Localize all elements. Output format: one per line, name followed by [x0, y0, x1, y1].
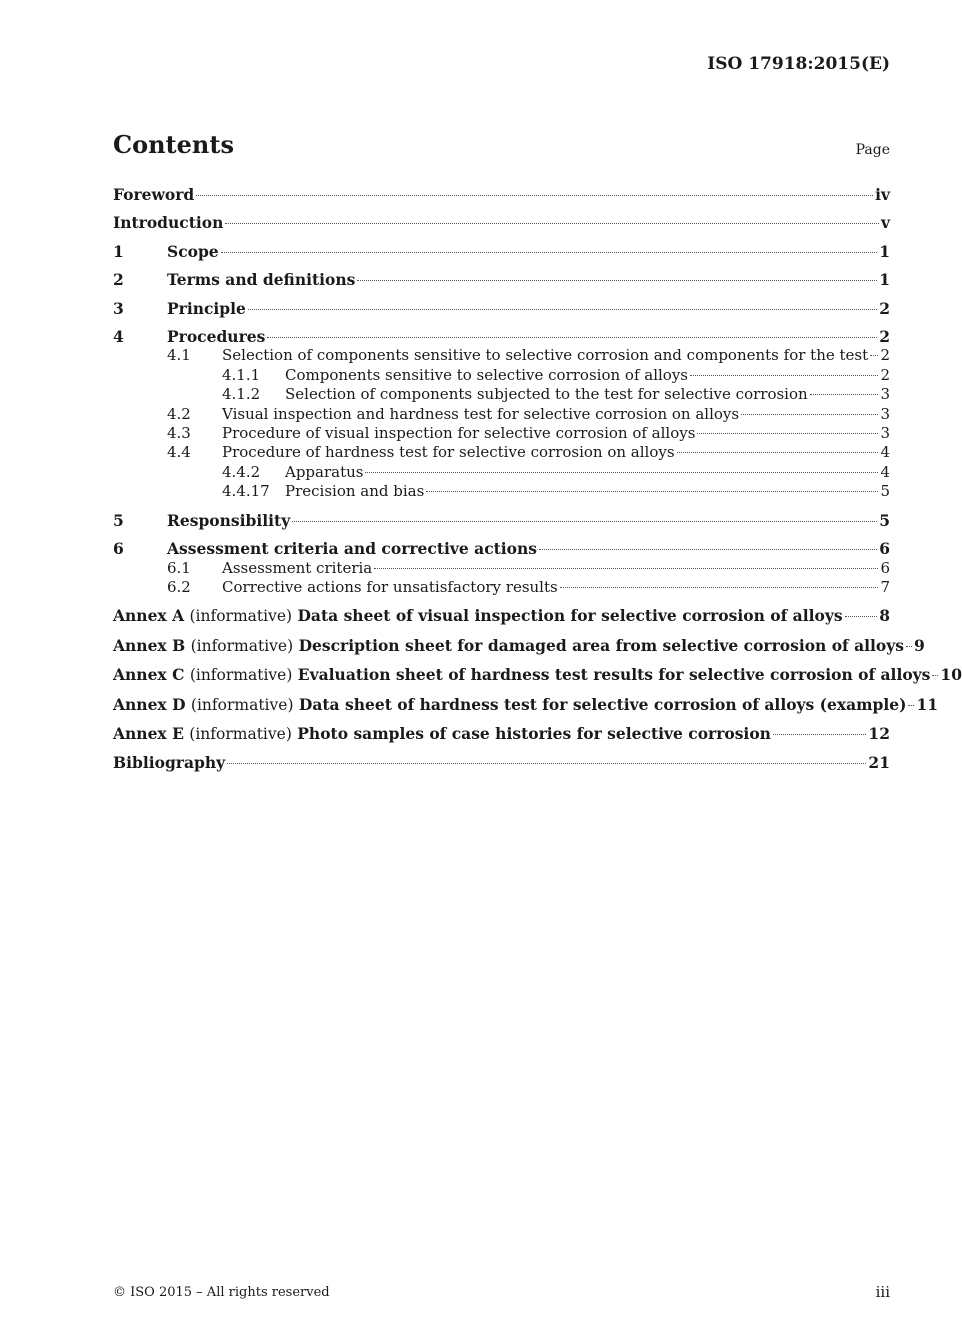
toc-entry[interactable]: [113, 405, 890, 424]
dot-leader: [773, 734, 866, 735]
toc-entry-title: Responsibility: [167, 510, 291, 530]
contents-heading: Contents: [113, 130, 234, 159]
toc-entry-title: Precision and bias: [285, 482, 425, 501]
toc-entry-number: 4.3: [167, 424, 191, 443]
dot-leader: [906, 646, 912, 647]
toc-entry-page: 6: [880, 558, 890, 577]
annex-title: Data sheet of visual inspection for selective corrosion of alloys: [297, 606, 843, 626]
toc-entry-title: Corrective actions for unsatisfactory results: [222, 577, 558, 596]
annex-label: Annex C: [113, 665, 185, 685]
toc-entry-page: 9: [914, 635, 925, 655]
toc-entry[interactable]: [113, 299, 890, 318]
toc-entry-page: 2: [879, 298, 890, 318]
toc-entry-page: 21: [868, 753, 890, 773]
toc-entry[interactable]: [113, 443, 890, 462]
toc-entry-number: 6: [113, 539, 124, 559]
document-id: ISO 17918:2015(E): [707, 54, 890, 74]
toc-entry-title: [113, 695, 906, 715]
toc-entry-title: Terms and definitions: [167, 270, 356, 290]
toc-entry-title: Visual inspection and hardness test for selective corrosion on alloys: [222, 404, 740, 423]
dot-leader: [690, 375, 878, 376]
toc-entry[interactable]: [113, 724, 890, 744]
annex-title: Description sheet for damaged area from selective corrosion of alloys: [298, 635, 905, 655]
toc-entry-page: 3: [880, 404, 890, 423]
toc-entry-title: Selection of components sensitive to selective corrosion and components for the test: [222, 346, 869, 365]
toc-entry[interactable]: [113, 185, 890, 204]
toc-entry-title: Scope: [167, 241, 219, 261]
dot-leader: [267, 337, 877, 338]
toc-entry-number: 4.4.2: [222, 462, 261, 481]
toc-entry[interactable]: [113, 559, 890, 578]
annex-type: (informative): [189, 666, 293, 685]
toc-entry[interactable]: [113, 424, 890, 443]
toc-entry-title: [113, 665, 930, 685]
table-of-contents: [113, 185, 962, 773]
toc-entry-title: Procedures: [167, 327, 266, 347]
toc-entry-number: 6.1: [167, 558, 191, 577]
toc-entry-page: 4: [880, 462, 890, 481]
toc-entry-page: 2: [880, 346, 890, 365]
dot-leader: [221, 252, 878, 253]
toc-entry-title: Procedure of hardness test for selective corrosion on alloys: [222, 443, 675, 462]
page-number: iii: [875, 1283, 890, 1301]
toc-entry[interactable]: [113, 665, 962, 685]
toc-entry[interactable]: [113, 511, 890, 530]
toc-entry-title: Components sensitive to selective corrosion of alloys: [285, 365, 689, 384]
toc-entry-page: 1: [879, 270, 890, 290]
toc-entry[interactable]: [113, 385, 890, 404]
toc-entry-title: Bibliography: [113, 753, 226, 773]
toc-entry[interactable]: [113, 635, 925, 656]
toc-entry[interactable]: [113, 694, 939, 715]
toc-entry-title: Principle: [167, 298, 246, 318]
annex-title: Evaluation sheet of hardness test results for selective corrosion of alloys: [297, 665, 931, 685]
toc-entry[interactable]: [113, 213, 890, 232]
annex-type: (informative): [190, 636, 294, 655]
page-column-label: Page: [855, 142, 890, 158]
dot-leader: [697, 433, 878, 434]
toc-entry[interactable]: [113, 539, 890, 558]
toc-entry-number: 6.2: [167, 577, 191, 596]
dot-leader: [932, 675, 938, 676]
toc-entry-page: 5: [879, 510, 890, 530]
annex-type: (informative): [190, 695, 294, 714]
annex-label: Annex B: [113, 635, 186, 655]
toc-entry[interactable]: [113, 463, 890, 482]
toc-entry-page: 4: [880, 443, 890, 462]
copyright-footer: © ISO 2015 – All rights reserved: [113, 1285, 330, 1300]
toc-entry-title: [113, 636, 904, 656]
toc-entry-page: 2: [880, 365, 890, 384]
toc-entry-page: 3: [880, 385, 890, 404]
dot-leader: [870, 355, 878, 356]
toc-entry-page: v: [880, 213, 890, 233]
toc-entry-number: 4.1.2: [222, 385, 261, 404]
toc-entry-page: iv: [875, 185, 890, 204]
dot-leader: [196, 195, 873, 196]
toc-entry-title: [113, 724, 771, 744]
toc-entry-number: 4.1.1: [222, 365, 261, 384]
annex-type: (informative): [189, 724, 292, 743]
toc-entry-page: 6: [879, 539, 890, 559]
dot-leader: [292, 521, 877, 522]
dot-leader: [741, 414, 878, 415]
toc-entry-number: 4.4.17: [222, 482, 270, 501]
toc-entry-number: 5: [113, 510, 124, 530]
toc-entry-number: 1: [113, 241, 124, 261]
toc-entry-page: 7: [880, 577, 890, 596]
toc-entry-title: Apparatus: [285, 462, 364, 481]
toc-entry-page: 3: [880, 424, 890, 443]
toc-entry-number: 2: [113, 270, 124, 290]
toc-entry-number: 4.4: [167, 443, 191, 462]
toc-entry-page: 11: [916, 694, 939, 714]
dot-leader: [374, 568, 878, 569]
toc-entry-number: 4.2: [167, 404, 191, 423]
toc-entry-page: 12: [868, 723, 890, 743]
toc-entry-page: 2: [879, 327, 890, 347]
dot-leader: [539, 549, 877, 550]
toc-entry-number: 4.1: [167, 346, 191, 365]
dot-leader: [365, 472, 878, 473]
toc-entry[interactable]: [113, 606, 890, 626]
dot-leader: [248, 309, 877, 310]
dot-leader: [357, 280, 877, 281]
toc-entry-page: 1: [879, 241, 890, 261]
toc-entry-number: 3: [113, 298, 124, 318]
toc-entry-number: 4: [113, 327, 124, 347]
toc-entry-title: [113, 606, 843, 626]
toc-entry[interactable]: [113, 482, 890, 501]
dot-leader: [810, 394, 879, 395]
annex-label: Annex E: [113, 723, 184, 743]
dot-leader: [677, 452, 879, 453]
toc-entry[interactable]: [113, 270, 890, 289]
annex-title: Photo samples of case histories for selective corrosion: [297, 723, 771, 743]
toc-entry-title: Assessment criteria and corrective actions: [167, 539, 538, 559]
dot-leader: [227, 763, 866, 764]
toc-entry[interactable]: [113, 753, 890, 772]
toc-entry-title: Foreword: [113, 185, 195, 204]
dot-leader: [908, 705, 914, 706]
toc-entry[interactable]: [113, 242, 890, 261]
dot-leader: [225, 223, 879, 224]
toc-entry[interactable]: [113, 578, 890, 597]
toc-entry-page: 5: [880, 482, 890, 501]
toc-entry[interactable]: [113, 346, 890, 365]
annex-type: (informative): [189, 607, 293, 626]
annex-title: Data sheet of hardness test for selective corrosion of alloys (example): [298, 694, 907, 714]
toc-entry-title: Introduction: [113, 213, 224, 233]
dot-leader: [560, 587, 879, 588]
toc-entry[interactable]: [113, 366, 890, 385]
toc-entry[interactable]: [113, 327, 890, 346]
annex-label: Annex A: [113, 606, 185, 626]
dot-leader: [845, 616, 878, 617]
toc-entry-title: Assessment criteria: [222, 558, 373, 577]
toc-entry-page: 8: [879, 606, 890, 626]
toc-entry-title: Procedure of visual inspection for selective corrosion of alloys: [222, 424, 696, 443]
dot-leader: [426, 491, 878, 492]
annex-label: Annex D: [113, 694, 186, 714]
toc-entry-page: 10: [940, 665, 962, 685]
toc-entry-title: Selection of components subjected to the test for selective corrosion: [285, 385, 808, 404]
